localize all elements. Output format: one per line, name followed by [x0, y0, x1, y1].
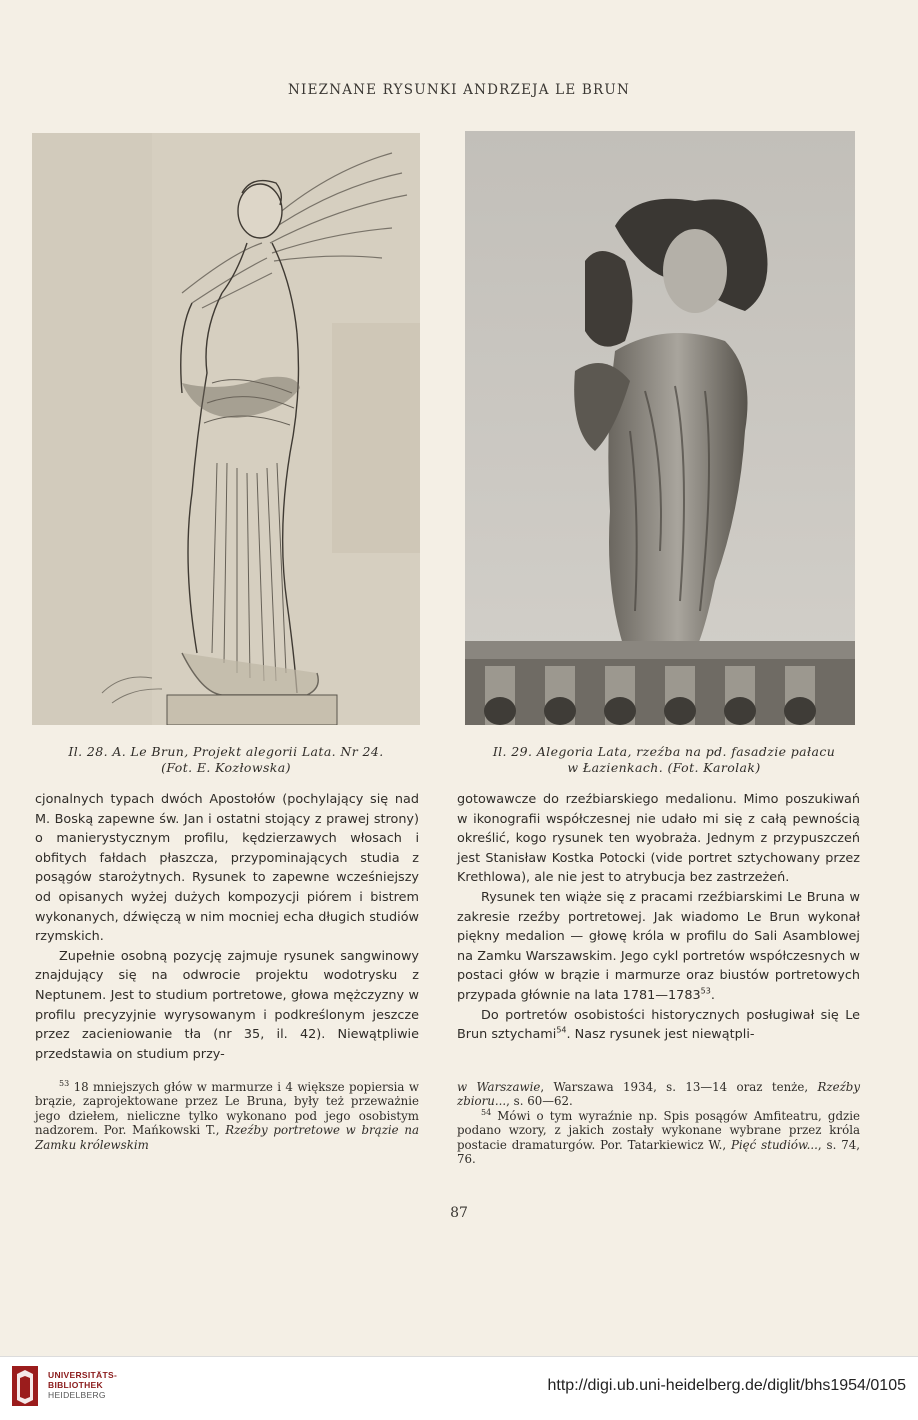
paragraph-text: Rysunek ten wiąże się z pracami rzeźbiarskimi Le Bruna w zakresie rzeźby portretowej. Jak wiadomo Le Brun wykonał piękny medalion — głowę króla w profilu do Sali Asamblowej na Zamku Warszawskim. Jego cykl portretów współczesnych w postaci głów w brązie i marmurze oraz biustów portretowych przypada głównie na lata 1781—1783 [457, 889, 860, 1003]
sculpture-photograph [465, 131, 855, 725]
caption-right-line1: Il. 29. Alegoria Lata, rzeźba na pd. fasadzie pałacu [492, 744, 836, 759]
body-column-right [457, 790, 860, 1045]
paragraph-text: . [710, 987, 715, 1003]
library-name[interactable] [48, 1370, 117, 1400]
footnote-title: w Warszawie [457, 1080, 541, 1094]
footnotes-right [457, 1080, 860, 1166]
library-name-line1: UNIVERSITÄTS- [48, 1370, 118, 1380]
paragraph: gotowawcze do rzeźbiarskiego medalionu. Mimo poszukiwań w ikonografii współczesnej nie udało mi się z całą pewnością określić, kogo rysunek ten wyobraża. Jednym z przypuszczeń jest Stanisław Kostka Potocki (vide portret sztychowany przez Krethlowa), ale nie jest to atrybucja bez zastrzeżeń. [457, 792, 860, 886]
permalink-url[interactable]: http://digi.ub.uni-heidelberg.de/diglit/bhs1954/0105 [547, 1377, 906, 1394]
figure-drawing-allegory-of-summer [32, 133, 420, 725]
library-name-line3: HEIDELBERG [48, 1390, 106, 1400]
footnote-ref-53: 53 [700, 986, 711, 996]
footnote-number: 54 [481, 1107, 492, 1117]
footnotes-left [35, 1080, 419, 1152]
footnote-53 [35, 1080, 419, 1152]
running-header: NIEZNANE RYSUNKI ANDRZEJA LE BRUN [288, 82, 630, 98]
footnote-text: , s. 74, 76. [457, 1137, 860, 1167]
drawing-illustration [32, 133, 420, 725]
caption-right-line2: w Łazienkach. (Fot. Karolak) [567, 760, 761, 775]
paragraph-text: Do portretów osobistości historycznych posługiwał się Le Brun sztychami [457, 1007, 860, 1043]
figure-caption-left [32, 744, 420, 776]
body-column-left [35, 790, 419, 1064]
viewer-footer [0, 1356, 918, 1420]
paragraph [457, 1006, 860, 1045]
footnote-54 [457, 1109, 860, 1167]
paragraph [457, 888, 860, 1006]
university-library-logo-icon[interactable] [10, 1364, 40, 1408]
library-name-line2: BIBLIOTHEK [48, 1380, 103, 1390]
footnote-title: Pięć studiów... [730, 1137, 818, 1152]
footnote-text: 18 mniejszych głów w marmurze i 4 większe popiersia w brązie, zaprojektowane przez Le Bruna, były też przeważnie jego dziełem, nieliczne tylko wykonano pod jego osobistym nadzorem. Por. Mańkowski T., [35, 1080, 419, 1138]
paragraph: Zupełnie osobną pozycję zajmuje rysunek sangwinowy znajdujący się na odwrocie projektu wodotrysku z Neptunem. Jest to studium portretowe, głowa mężczyzny w profilu precyzyjnie wyrysowanym i podkreślonym jeszcze przez zacieniowanie tła (nr 35, il. 42). Niewątpliwie przedstawia on studium przy- [35, 948, 419, 1062]
footnote-53-continued [457, 1080, 860, 1109]
footnote-text: , Warszawa 1934, s. 13—14 oraz tenże, [540, 1080, 818, 1094]
figure-photo-sculpture-lazienki [465, 131, 855, 725]
caption-left-line2: (Fot. E. Kozłowska) [161, 760, 291, 775]
footnote-text: Mówi o tym wyraźnie np. Spis posągów Amfiteatru, gdzie podano wzory, z jakich zostały wykonane wybrane przez króla postacie dramaturgów. Por. Tatarkiewicz W., [457, 1108, 860, 1152]
page-number: 87 [450, 1205, 468, 1221]
paragraph: cjonalnych typach dwóch Apostołów (pochylający się nad M. Boską zapewne św. Jan i ostatni stojący z prawej strony) o manierystycznym profilu, kędzierzawych włosach i obfitych fałdach płaszcza, przypominających studia z posągów starożytnych. Rysunek to zapewne wcześniejszy od opisanych wyżej dużych kompozycji piórem i bistrem wykonanych, dźwięczą w nim mocniej echa długich studiów rzymskich. [35, 792, 419, 945]
footnote-ref-54: 54 [556, 1025, 567, 1035]
footnote-number: 53 [59, 1079, 70, 1089]
footnote-title: Rzeźby zbioru... [457, 1080, 861, 1109]
caption-left-line1: Il. 28. A. Le Brun, Projekt alegorii Lata. Nr 24. [68, 744, 384, 759]
figure-caption-right [455, 744, 873, 776]
footnote-text: , s. 60—62. [506, 1094, 573, 1109]
paragraph-text: . Nasz rysunek jest niewątpli- [566, 1027, 755, 1043]
footnote-title: Rzeźby portretowe w brązie na Zamku królewskim [35, 1123, 419, 1152]
